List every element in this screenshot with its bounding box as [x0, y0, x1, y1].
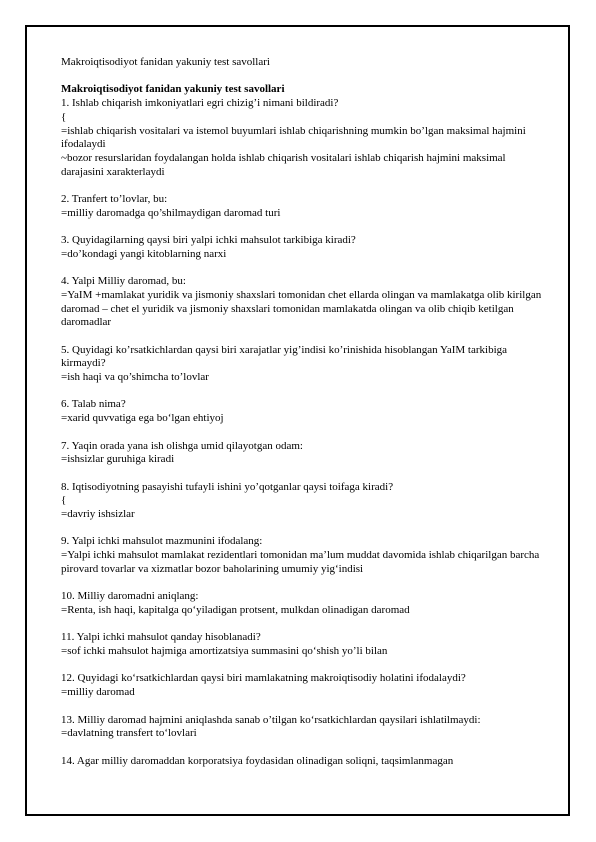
answer-text: =ishsizlar guruhiga kiradi: [61, 453, 175, 466]
question-text: 1. Ishlab chiqarish imkoniyatlari egri chizig’i nimani bildiradi?: [61, 97, 339, 110]
answer-text: =milliy daromadga qo’shilmaydigan daromad turi: [61, 206, 281, 219]
answer-text: =YaIM +mamlakat yuridik va jismoniy shaxslari tomonidan chet ellarda olingan va mamlakatga olib kirilgan daromad – chet el yuridik va jismoniy shaxslari tomonidan mamlakatda olingan va olib chiqib ketilgan daromadlar: [61, 288, 542, 329]
question-text: 10. Milliy daromadni aniqlang:: [61, 590, 199, 603]
question-item: [61, 714, 548, 741]
question-item: [61, 535, 548, 576]
document-heading: Makroiqtisodiyot fanidan yakuniy test savollari: [61, 56, 270, 68]
question-item: [61, 481, 548, 522]
question-item: [61, 398, 548, 425]
question-item: [61, 193, 548, 220]
question-text: 6. Talab nima?: [61, 398, 126, 411]
question-text: 4. Yalpi Milliy daromad, bu:: [61, 275, 186, 288]
answer-text: =ish haqi va qo’shimcha to’lovlar: [61, 371, 209, 384]
question-text: 3. Quyidagilarning qaysi biri yalpi ichki mahsulot tarkibiga kiradi?: [61, 234, 356, 247]
question-text: 12. Quyidagi ko‘rsatkichlardan qaysi biri mamlakatning makroiqtisodiy holatini ifodalaydi?: [61, 672, 466, 685]
question-item: [61, 275, 548, 330]
question-item: [61, 755, 548, 769]
question-item: [61, 631, 548, 658]
document-body: [61, 56, 548, 782]
question-text: 14. Agar milliy daromaddan korporatsiya foydasidan olinadigan soliqni, taqsimlanmagan: [61, 754, 454, 767]
answer-text: =milliy daromad: [61, 686, 135, 699]
answer-text: =Renta, ish haqi, kapitalga qo‘yiladigan protsent, mulkdan olinadigan daromad: [61, 603, 410, 616]
document-title: Makroiqtisodiyot fanidan yakuniy test savollari: [61, 83, 285, 96]
question-item: [61, 440, 548, 467]
question-text: 2. Tranfert to’lovlar, bu:: [61, 193, 168, 205]
question-list: [61, 97, 548, 768]
answer-text: =Yalpi ichki mahsulot mamlakat rezidentlari tomonidan ma’lum muddat davomida ishlab chiqarilgan barcha pirovard tovarlar va xizmatlar bozor baholarining umumiy yig‘indisi: [61, 549, 540, 575]
question-item: [61, 672, 548, 699]
question-text: 9. Yalpi ichki mahsulot mazmunini ifodalang:: [61, 535, 263, 548]
question-item: [61, 234, 548, 261]
question-text: 5. Quyidagi ko’rsatkichlardan qaysi biri xarajatlar yig’indisi ko’rinishida hisoblangan YaIM tarkibiga kirmaydi?: [61, 343, 508, 370]
question-item: [61, 344, 548, 385]
answer-text: =davlatning transfert to‘lovlari: [61, 727, 197, 740]
answer-text: {: [61, 494, 67, 507]
answer-text: ~bozor resurslaridan foydalangan holda ishlab chiqarish vositalari ishlab chiqarish hajmini maksimal darajasini xarakterlaydi: [61, 151, 506, 178]
answer-text: =sof ichki mahsulot hajmiga amortizatsiya summasini qo‘shish yo’li bilan: [61, 645, 388, 658]
question-text: 11. Yalpi ichki mahsulot qanday hisoblanadi?: [61, 631, 261, 644]
answer-text: =ishlab chiqarish vositalari va istemol buyumlari ishlab chiqarishning mumkin bo’lgan maksimal hajmini ifodalaydi: [61, 124, 526, 151]
question-item: [61, 97, 548, 179]
answer-text: =do’kondagi yangi kitoblarning narxi: [61, 247, 227, 260]
question-text: 13. Milliy daromad hajmini aniqlashda sanab o’tilgan ko‘rsatkichlardan qaysilari ishlatilmaydi:: [61, 713, 481, 726]
answer-text: {: [61, 110, 67, 123]
answer-text: =xarid quvvatiga ega bo‘lgan ehtiyoj: [61, 412, 224, 425]
answer-text: =davriy ishsizlar: [61, 508, 135, 521]
question-text: 8. Iqtisodiyotning pasayishi tufayli ishini yo’qotganlar qaysi toifaga kiradi?: [61, 480, 394, 493]
question-text: 7. Yaqin orada yana ish olishga umid qilayotgan odam:: [61, 439, 303, 452]
question-item: [61, 590, 548, 617]
